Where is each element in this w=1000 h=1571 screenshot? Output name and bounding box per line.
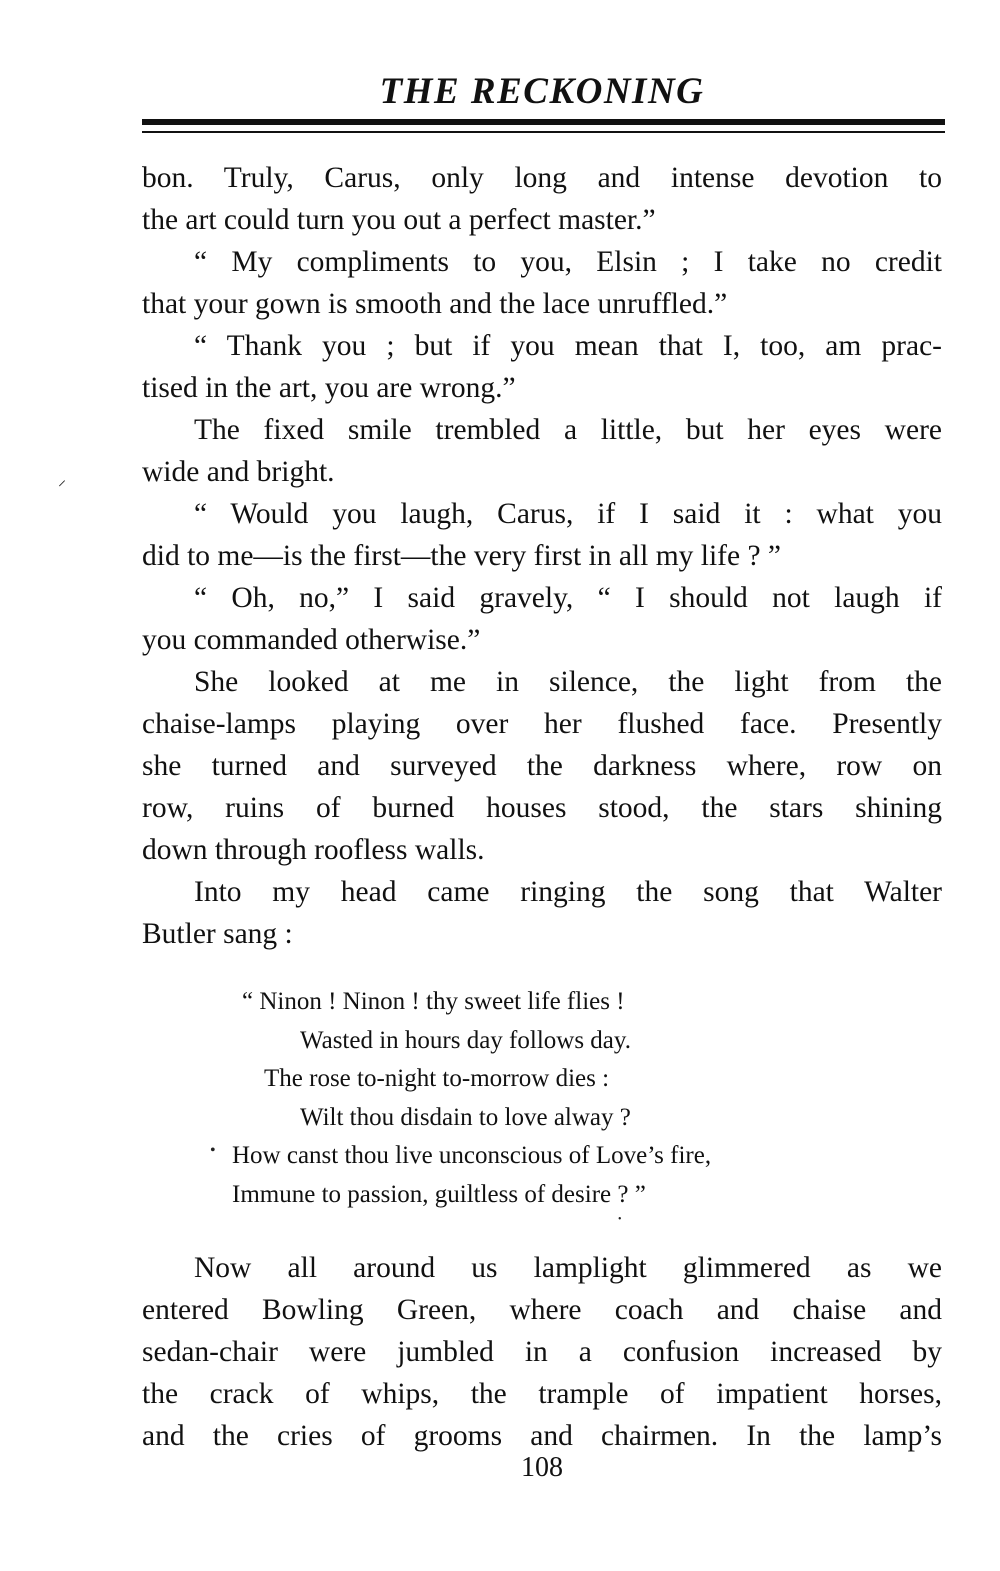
poem-line: Wasted in hours day follows day.	[300, 1026, 632, 1054]
text-line: the art could turn you out a perfect master.”	[142, 204, 656, 236]
text-line: “ Thank you ; but if you mean that I, too, am prac-	[194, 330, 942, 362]
text-line: the crack of whips, the trample of impatient horses,	[142, 1378, 942, 1410]
text-line: “ Would you laugh, Carus, if I said it : what you	[194, 498, 942, 530]
text-line: The fixed smile trembled a little, but her eyes were	[194, 414, 942, 446]
poem-line: The rose to-night to-morrow dies :	[264, 1065, 610, 1092]
running-header: THE RECKONING	[379, 71, 705, 112]
poem-block	[232, 983, 711, 1214]
text-line: Into my head came ringing the song that Walter	[194, 876, 942, 908]
text-line: that your gown is smooth and the lace unruffled.”	[142, 288, 728, 320]
text-line: chaise-lamps playing over her flushed face. Presently	[142, 708, 942, 740]
body-text-bottom	[142, 1247, 942, 1457]
text-line: “ Oh, no,” I said gravely, “ I should not laugh if	[194, 582, 942, 614]
text-line: Butler sang :	[142, 918, 293, 950]
poem-line: “ Ninon ! Ninon ! thy sweet life flies !	[242, 988, 625, 1015]
text-line: row, ruins of burned houses stood, the stars shining	[142, 792, 942, 824]
page-number: 108	[521, 1452, 563, 1483]
text-line: down through roofless walls.	[142, 834, 485, 866]
header-rule-thin	[142, 131, 945, 133]
poem-line: Wilt thou disdain to love alway ?	[300, 1103, 631, 1131]
stray-mark: ⸝	[58, 472, 67, 489]
poem-line: How canst thou live unconscious of Love’s fire,	[232, 1142, 712, 1169]
text-line: and the cries of grooms and chairmen. In the lamp’s	[142, 1420, 942, 1452]
header-rule-thick	[142, 119, 945, 125]
text-line: you commanded otherwise.”	[142, 624, 481, 656]
text-line: Now all around us lamplight glimmered as we	[194, 1252, 942, 1284]
poem-line: Immune to passion, guiltless of desire ? ”	[232, 1180, 646, 1208]
text-line: did to me—is the first—the very first in all my life ? ”	[142, 540, 782, 572]
text-line: She looked at me in silence, the light from the	[194, 666, 942, 698]
text-line: tised in the art, you are wrong.”	[142, 372, 516, 404]
text-line: sedan-chair were jumbled in a confusion increased by	[142, 1336, 942, 1368]
text-line: entered Bowling Green, where coach and chaise and	[142, 1294, 942, 1326]
stray-dot: •	[210, 1142, 216, 1159]
stray-dot: •	[618, 1214, 622, 1225]
text-line: “ My compliments to you, Elsin ; I take no credit	[194, 246, 942, 278]
text-line: she turned and surveyed the darkness where, row on	[142, 750, 942, 782]
body-text-top	[142, 157, 942, 955]
text-line: bon. Truly, Carus, only long and intense devotion to	[142, 162, 942, 194]
text-line: wide and bright.	[142, 456, 335, 488]
